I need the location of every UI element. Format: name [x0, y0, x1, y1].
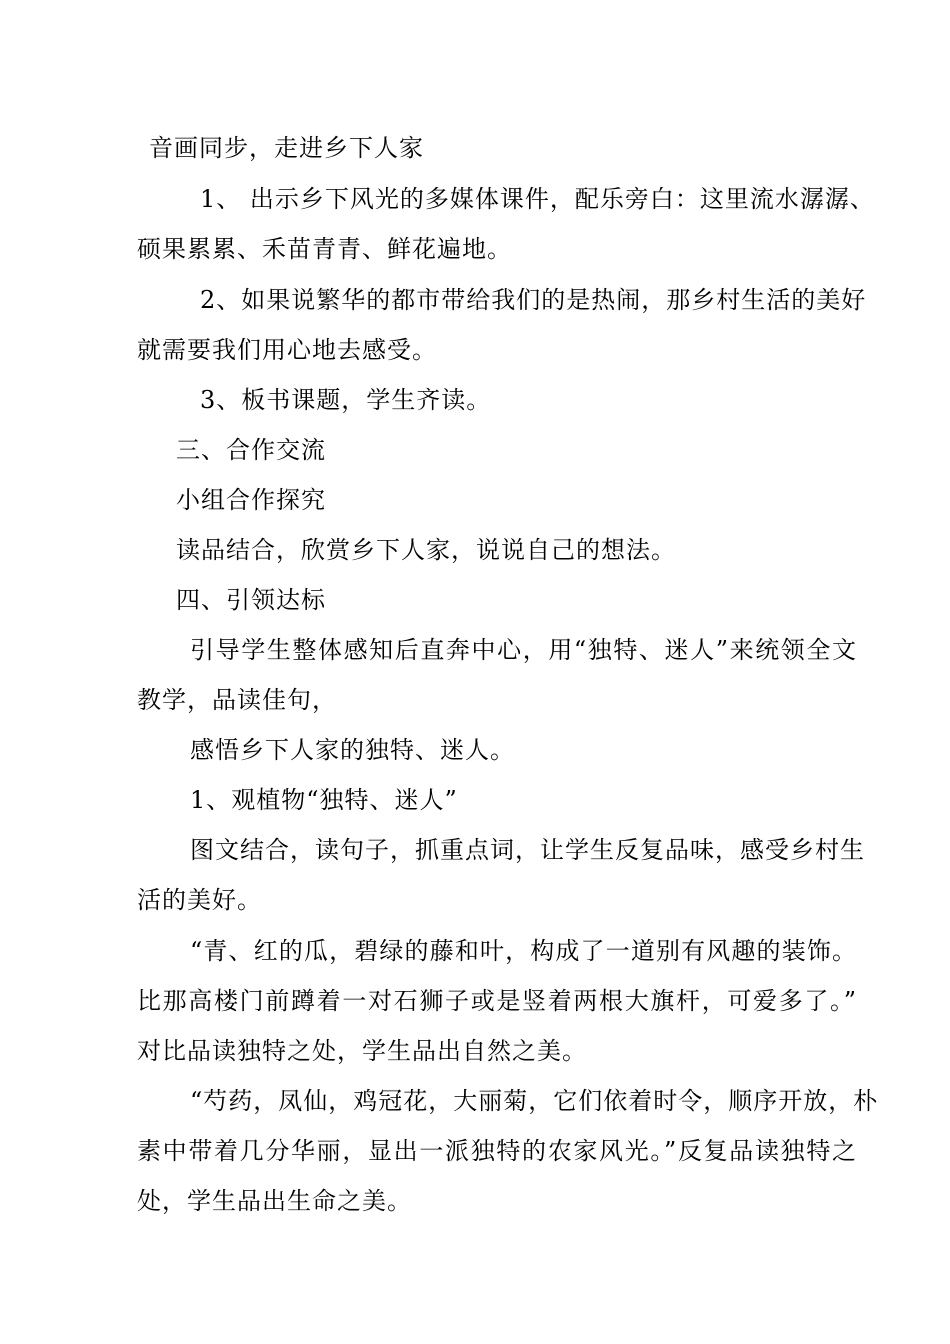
paragraph-line: 读品结合，欣赏乡下人家，说说自己的想法。: [176, 536, 676, 564]
section-heading-audio-visual: 音画同步，走进乡下人家: [149, 134, 424, 162]
paragraph-line: 教学，品读佳句，: [137, 686, 337, 714]
paragraph-line: 1、 出示乡下风光的多媒体课件，配乐旁白：这里流水潺潺、: [200, 185, 875, 213]
paragraph-line: 就需要我们用心地去感受。: [137, 336, 437, 364]
quote-line: 素中带着几分华丽，显出一派独特的农家风光。”反复品读独特之: [137, 1137, 857, 1165]
quote-line: “芍药，凤仙，鸡冠花，大丽菊，它们依着时令，顺序开放，朴: [190, 1087, 879, 1115]
paragraph-line: 2、如果说繁华的都市带给我们的是热闹，那乡村生活的美好: [200, 286, 867, 314]
section-heading-guidance: 四、引领达标: [176, 586, 326, 614]
paragraph-line: 硕果累累、禾苗青青、鲜花遍地。: [137, 235, 512, 263]
section-heading-cooperation: 三、合作交流: [176, 436, 326, 464]
paragraph-line: 引导学生整体感知后直奔中心，用“独特、迷人”来统领全文: [190, 636, 857, 664]
subsection-heading-plants: 1、观植物“独特、迷人”: [190, 786, 458, 814]
paragraph-line: 活的美好。: [137, 886, 262, 914]
paragraph-line: 小组合作探究: [176, 486, 326, 514]
quote-line: 比那高楼门前蹲着一对石狮子或是竖着两根大旗杆，可爱多了。”: [137, 987, 857, 1015]
paragraph-line: 3、板书课题，学生齐读。: [200, 386, 492, 414]
paragraph-line: 感悟乡下人家的独特、迷人。: [190, 736, 515, 764]
paragraph-line: 图文结合，读句子，抓重点词，让学生反复品味，感受乡村生: [190, 836, 865, 864]
paragraph-line: 对比品读独特之处，学生品出自然之美。: [137, 1037, 587, 1065]
quote-line: “青、红的瓜，碧绿的藤和叶，构成了一道别有风趣的装饰。: [190, 937, 857, 965]
paragraph-line: 处，学生品出生命之美。: [137, 1187, 412, 1215]
